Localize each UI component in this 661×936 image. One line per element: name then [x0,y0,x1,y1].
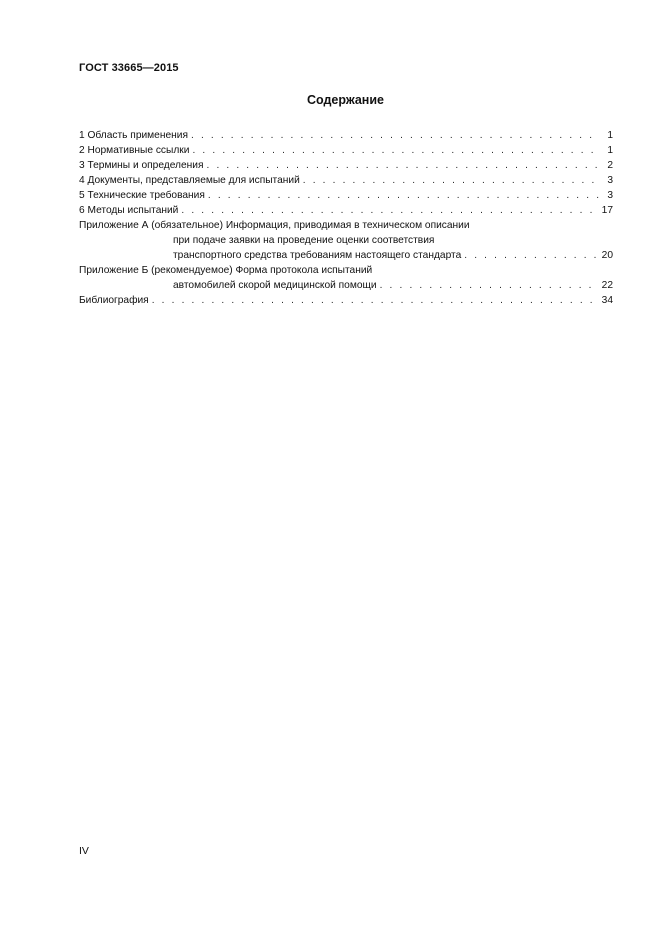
dot-leader [181,203,598,218]
appendix-a-line-2: при подаче заявки на проведение оценки соответствия [173,235,435,246]
toc-entry-4[interactable] [79,173,613,188]
dot-leader [191,128,600,143]
dot-leader [208,188,600,203]
toc-entry-page: 3 [607,190,613,201]
dot-leader [152,293,599,308]
toc-entry-appendix-a[interactable] [79,218,613,263]
toc-entry-text: 4 Документы, представляемые для испытаний [79,175,300,186]
table-of-contents [79,128,613,308]
toc-entry-text: 6 Методы испытаний [79,205,179,216]
toc-entry-page: 22 [601,280,613,291]
toc-entry-page: 1 [607,145,613,156]
toc-entry-text: 2 Нормативные ссылки [79,145,190,156]
toc-entry-1[interactable] [79,128,613,143]
toc-entry-2[interactable] [79,143,613,158]
appendix-a-line-1: Приложение А (обязательное) Информация, приводимая в техническом описании [79,220,470,231]
dot-leader [380,278,599,293]
toc-entry-text: Библиография [79,295,149,306]
toc-entry-page: 34 [601,295,613,306]
dot-leader [303,173,600,188]
appendix-a-line-3: транспортного средства требованиям настоящего стандарта [173,250,462,261]
page-title: Содержание [306,93,384,107]
toc-entry-5[interactable] [79,188,613,203]
toc-entry-page: 17 [601,205,613,216]
toc-entry-appendix-b[interactable] [79,263,613,293]
toc-entry-6[interactable] [79,203,613,218]
dot-leader [464,248,598,263]
toc-entry-page: 3 [607,175,613,186]
toc-entry-text: 5 Технические требования [79,190,205,201]
appendix-b-line-2: автомобилей скорой медицинской помощи [173,280,377,291]
toc-entry-page: 1 [607,130,613,141]
page-number: IV [79,845,89,857]
dot-leader [192,143,600,158]
toc-entry-text: 3 Термины и определения [79,160,204,171]
toc-entry-text: 1 Область применения [79,130,188,141]
toc-entry-page: 20 [601,250,613,261]
toc-entry-bibliography[interactable] [79,293,613,308]
toc-entry-3[interactable] [79,158,613,173]
appendix-b-line-1: Приложение Б (рекомендуемое) Форма протокола испытаний [79,265,373,276]
toc-entry-page: 2 [607,160,613,171]
dot-leader [206,158,600,173]
document-code: ГОСТ 33665—2015 [79,62,179,74]
